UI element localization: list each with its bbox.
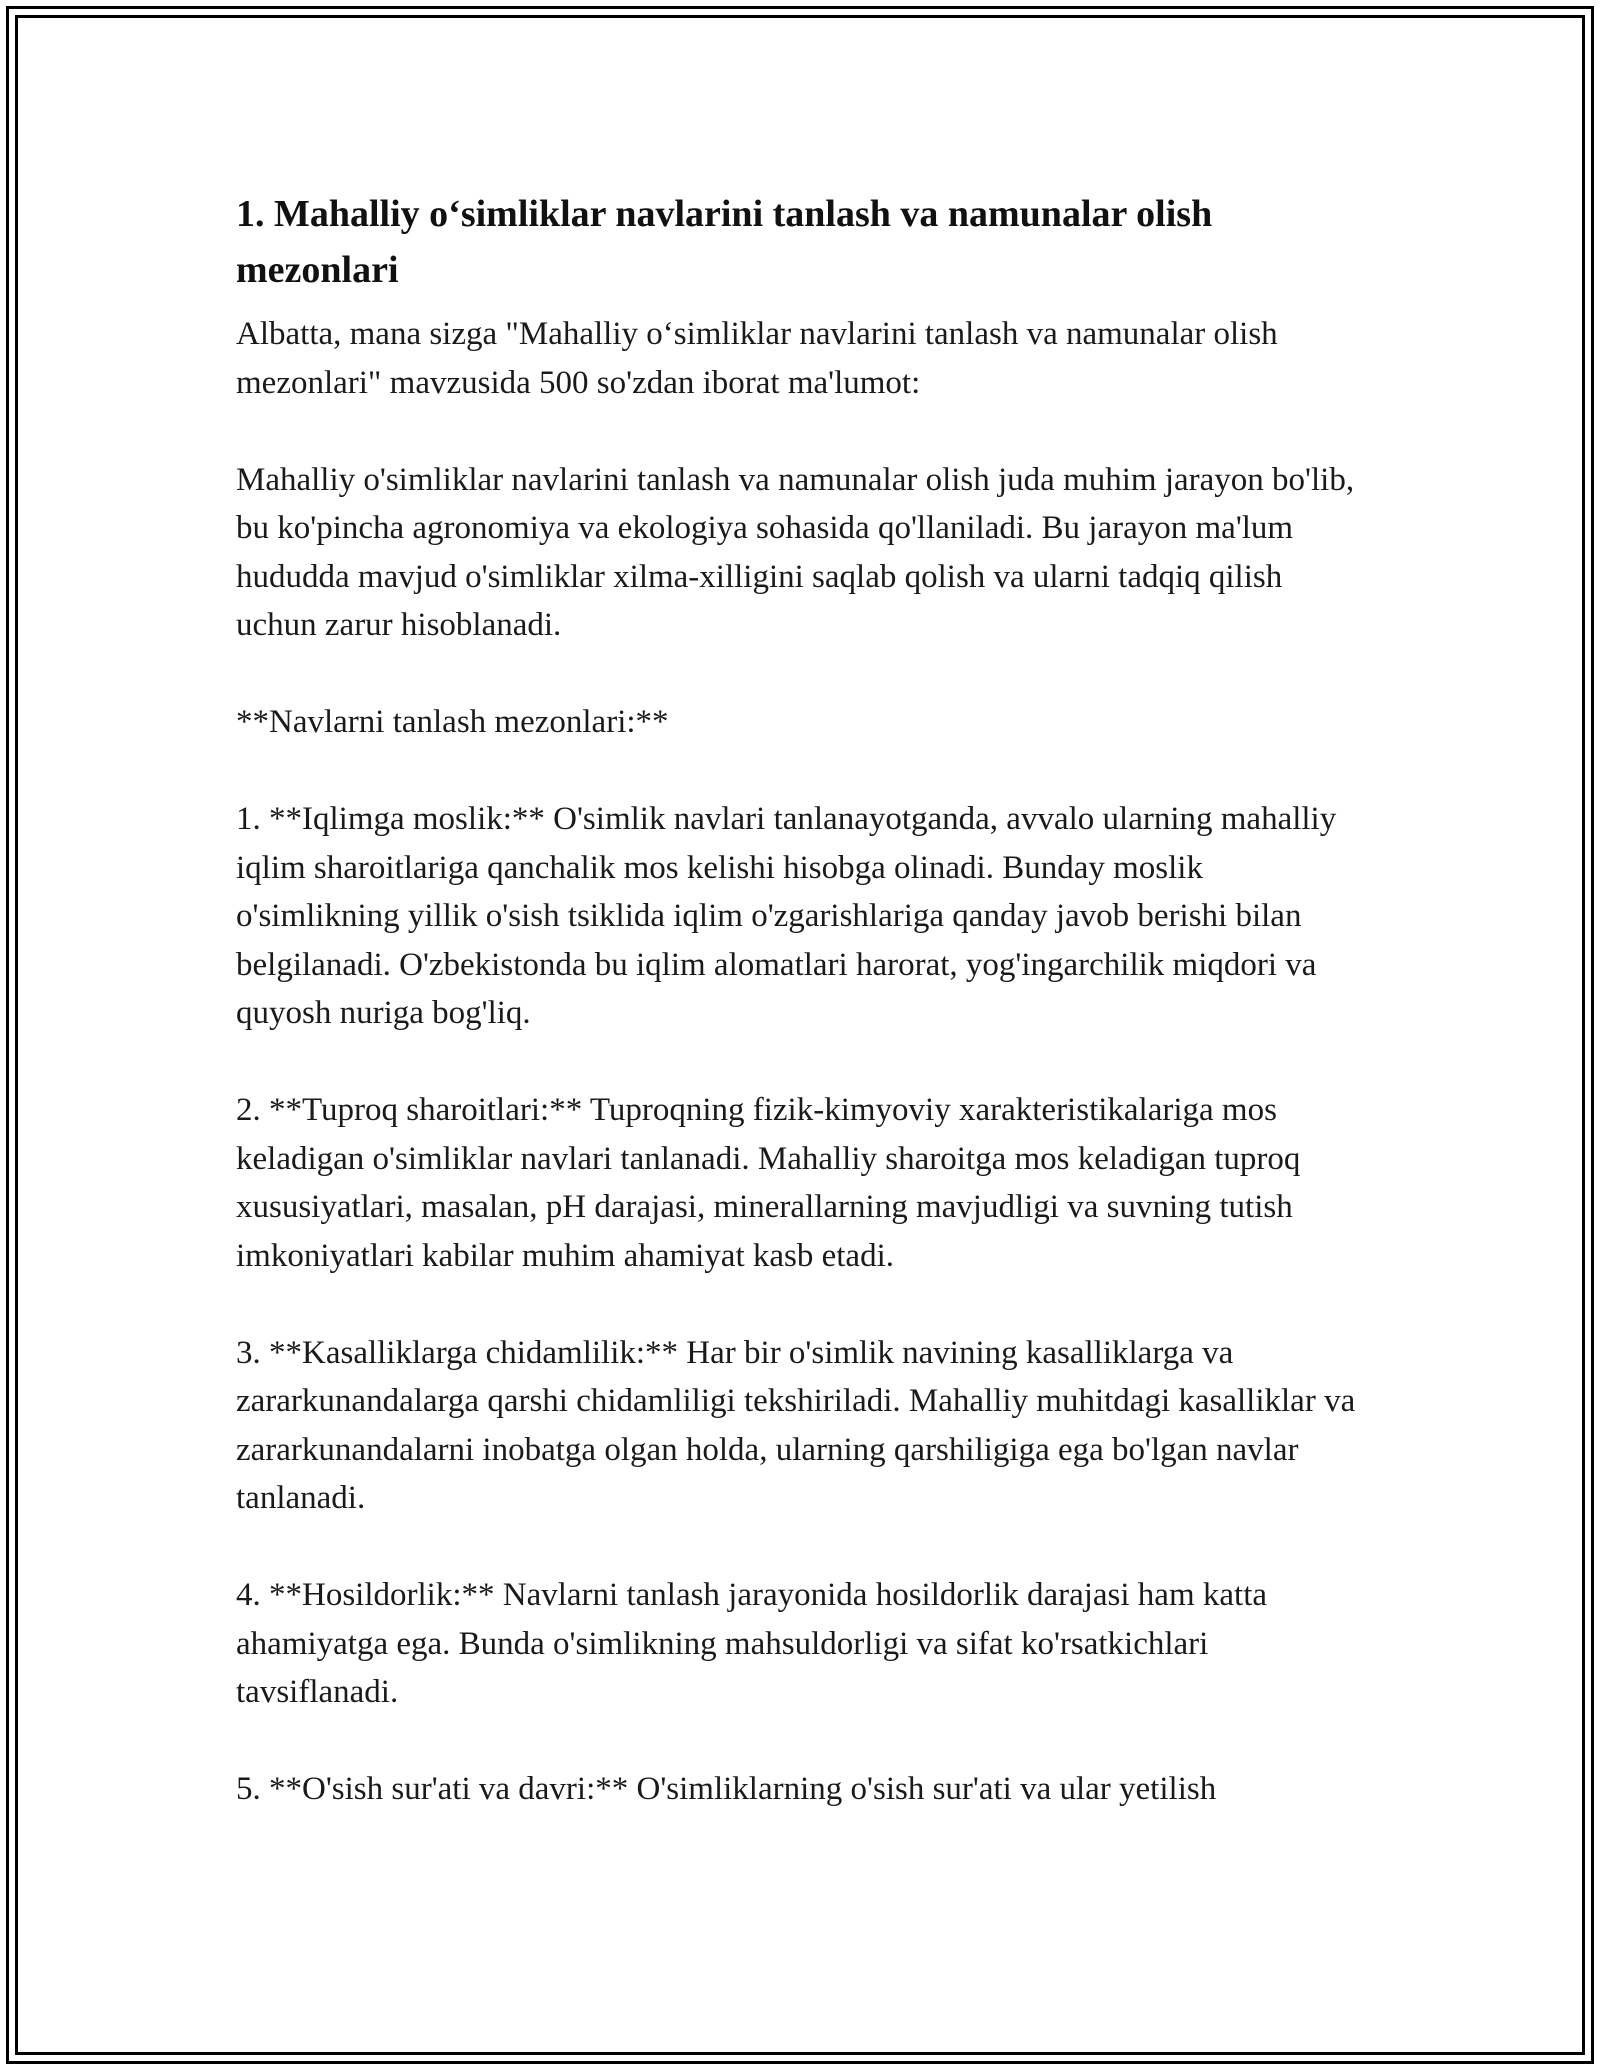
- intro-paragraph: Albatta, mana sizga "Mahalliy o‘simliklar navlarini tanlash va namunalar olish mezonlari" mavzusida 500 so'zdan iborat ma'lumot:: [236, 316, 1278, 401]
- criterion-soil: 2. **Tuproq sharoitlari:** Tuproqning fizik-kimyoviy xarakteristikalariga mos keladigan o'simliklar navlari tanlanadi. Mahalliy sharoitga mos keladigan tuproq xususiyatlari, masalan, pH darajasi, minerallarning mavjudligi va suvning tutish imkoniyatlari kabilar muhim ahamiyat kasb etadi.: [236, 1092, 1301, 1274]
- criterion-climate: 1. **Iqlimga moslik:** O'simlik navlari tanlanayotganda, avvalo ularning mahalliy iqlim sharoitlariga qanchalik mos kelishi hisobga olinadi. Bunday moslik o'simlikning yillik o'sish tsiklida iqlim o'zgarishlariga qanday javob berishi bilan belgilanadi. O'zbekistonda bu iqlim alomatlari harorat, yog'ingarchilik miqdori va quyosh nuriga bog'liq.: [236, 801, 1337, 1031]
- criterion-yield: 4. **Hosildorlik:** Navlarni tanlash jarayonida hosildorlik darajasi ham katta ahamiyatga ega. Bunda o'simlikning mahsuldorligi va sifat ko'rsatkichlari tavsiflanadi.: [236, 1577, 1268, 1710]
- criterion-growth-rate: 5. **O'sish sur'ati va davri:** O'simliklarning o'sish sur'ati va ular yetilish: [236, 1771, 1217, 1807]
- document-heading: 1. Mahalliy o‘simliklar navlarini tanlash va namunalar olish mezonlari: [236, 193, 1213, 291]
- criterion-disease-resistance: 3. **Kasalliklarga chidamlilik:** Har bir o'simlik navining kasalliklarga va zararkunandalarga qarshi chidamliligi tekshiriladi. Mahalliy muhitdagi kasalliklar va zararkunandalarni inobatga olgan holda, ularning qarshiligiga ega bo'lgan navlar tanlanadi.: [236, 1334, 1356, 1516]
- criteria-subheading: **Navlarni tanlash mezonlari:**: [236, 704, 669, 740]
- overview-paragraph: Mahalliy o'simliklar navlarini tanlash va namunalar olish juda muhim jarayon bo'lib, bu ko'pincha agronomiya va ekologiya sohasida qo'llaniladi. Bu jarayon ma'lum hududda mavjud o'simliklar xilma-xilligini saqlab qolish va ularni tadqiq qilish uchun zarur hisoblanadi.: [236, 461, 1355, 643]
- document-page: [236, 186, 1366, 1862]
